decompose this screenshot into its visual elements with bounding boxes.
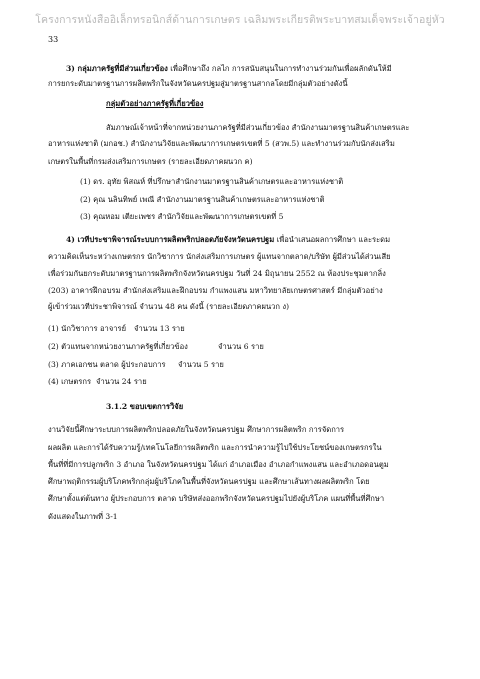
- participant-label-4: (4) เกษตรกร: [48, 377, 92, 386]
- sample-group-heading: กลุ่มตัวอย่างภาครัฐที่เกี่ยวข้อง: [106, 99, 204, 108]
- paragraph-3-line-1: 3) กลุ่มภาครัฐที่มีส่วนเกี่ยวข้อง เพื่อศึกษาถึง กลไก การสนับสนุนในการทำงานร่วมกันเพื่อผลักดันให้มี: [66, 64, 392, 73]
- participant-label-3: (3) ภาคเอกชน ตลาด ผู้ประกอบการ: [48, 360, 166, 369]
- page-header: โครงการหนังสืออิเล็กทรอนิกส์ด้านการเกษตร เฉลิมพระเกียรติพระบาทสมเด็จพระเจ้าอยู่หัว: [35, 14, 445, 26]
- paragraph-3-heading: 3) กลุ่มภาครัฐที่มีส่วนเกี่ยวข้อง: [66, 64, 168, 73]
- official-item-2: (2) คุณ นลินทิพย์ เพณี สำนักงานมาตรฐานสินค้าเกษตรและอาหารแห่งชาติ: [80, 195, 325, 204]
- participant-count-3: จำนวน 5 ราย: [178, 360, 224, 369]
- section-3-1-2-heading: 3.1.2 ขอบเขตการวิจัย: [106, 402, 184, 411]
- official-item-1: (1) ดร. อุทัย พิสณห์ ที่ปรึกษาสำนักงานมาตรฐานสินค้าเกษตรและอาหารแห่งชาติ: [80, 177, 344, 186]
- scope-line-4: ศึกษาพฤติกรรมผู้บริโภคพริกกลุ่มผู้บริโภคในพื้นที่จังหวัดนครปฐม และศึกษาเส้นทางผลผลิตพริก โดย: [48, 477, 370, 486]
- paragraph-4-line-2: ความคิดเห็นระหว่างเกษตรกร นักวิชาการ นักส่งเสริมการเกษตร ผู้แทนจากตลาด/บริษัท ผู้มีส่วนได้ส่วนเสีย: [48, 252, 391, 261]
- participant-count-1: จำนวน 13 ราย: [134, 324, 185, 333]
- participant-label-1: (1) นักวิชาการ อาจารย์: [48, 324, 127, 333]
- participant-label-2: (2) ตัวแทนจากหน่วยงานภาครัฐที่เกี่ยวข้อง: [48, 342, 188, 351]
- page-number: 33: [48, 35, 59, 44]
- paragraph-4-line-1: 4) เวทีประชาพิจารณ์ระบบการผลิตพริกปลอดภัยจังหวัดนครปฐม เพื่อนำเสนอผลการศึกษา และระดม: [66, 235, 391, 244]
- interview-line-1: สัมภาษณ์เจ้าหน้าที่จากหน่วยงานภาครัฐที่มีส่วนเกี่ยวข้อง สำนักงานมาตรฐานสินค้าเกษตรและ: [106, 123, 410, 132]
- interview-line-2: อาหารแห่งชาติ (มกอช.) สำนักงานวิจัยและพัฒนาการเกษตรเขตที่ 5 (สวพ.5) และทำงานร่วมกับนักส่งเสริม: [48, 139, 395, 148]
- scope-line-3: พื้นที่ที่มีการปลูกพริก 3 อำเภอ ในจังหวัดนครปฐม ได้แก่ อำเภอเมือง อำเภอกำแพงแสน และอำเภอดอนตูม: [48, 460, 389, 469]
- scope-line-2: ผลผลิต และการได้รับความรู้/เทคโนโลยีการผลิตพริก และการนำความรู้ไปใช้ประโยชน์ของเกษตรกรใน: [48, 443, 382, 452]
- paragraph-4-line-5: ผู้เข้าร่วมเวทีประชาพิจารณ์ จำนวน 48 คน ดังนี้ (รายละเอียดภาคผนวก ง): [48, 302, 290, 311]
- paragraph-4-line-3: เพื่อร่วมกันยกระดับมาตรฐานการผลิตพริกจังหวัดนครปฐม วันที่ 24 มิถุนายน 2552 ณ ห้องประชุมตากลิ่ง: [48, 269, 386, 278]
- official-item-3: (3) คุณหอม เตียะเพชร สำนักวิจัยและพัฒนาการเกษตรเขตที่ 5: [80, 212, 284, 221]
- interview-line-3: เกษตรในพื้นที่กรมส่งเสริมการเกษตร (รายละเอียดภาคผนวก ค): [48, 157, 253, 166]
- paragraph-3-line-2: การยกระดับมาตรฐานการผลิตพริกในจังหวัดนครปฐมสู่มาตรฐานสากลโดยมีกลุ่มตัวอย่างดังนี้: [48, 79, 348, 88]
- scope-line-5: ศึกษาตั้งแต่ต้นทาง ผู้ประกอบการ ตลาด บริษัทส่งออกพริกจังหวัดนครปฐมไปยังผู้บริโภค แผนที่พื้นที่ศึกษา: [48, 494, 385, 503]
- scope-line-1: งานวิจัยนี้ศึกษาระบบการผลิตพริกปลอดภัยในจังหวัดนครปฐม ศึกษาการผลิตพริก การจัดการ: [48, 425, 345, 434]
- paragraph-4-heading: 4) เวทีประชาพิจารณ์ระบบการผลิตพริกปลอดภัยจังหวัดนครปฐม: [66, 235, 275, 244]
- paragraph-4-line-4: (203) อาคารฝึกอบรม สำนักส่งเสริมและฝึกอบรม กำแพงแสน มหาวิทยาลัยเกษตรศาสตร์ มีกลุ่มตัวอย่าง: [48, 286, 383, 295]
- participant-count-2: จำนวน 6 ราย: [218, 342, 264, 351]
- scope-line-6: ดังแสดงในภาพที่ 3-1: [48, 512, 118, 521]
- participant-count-4: จำนวน 24 ราย: [96, 377, 147, 386]
